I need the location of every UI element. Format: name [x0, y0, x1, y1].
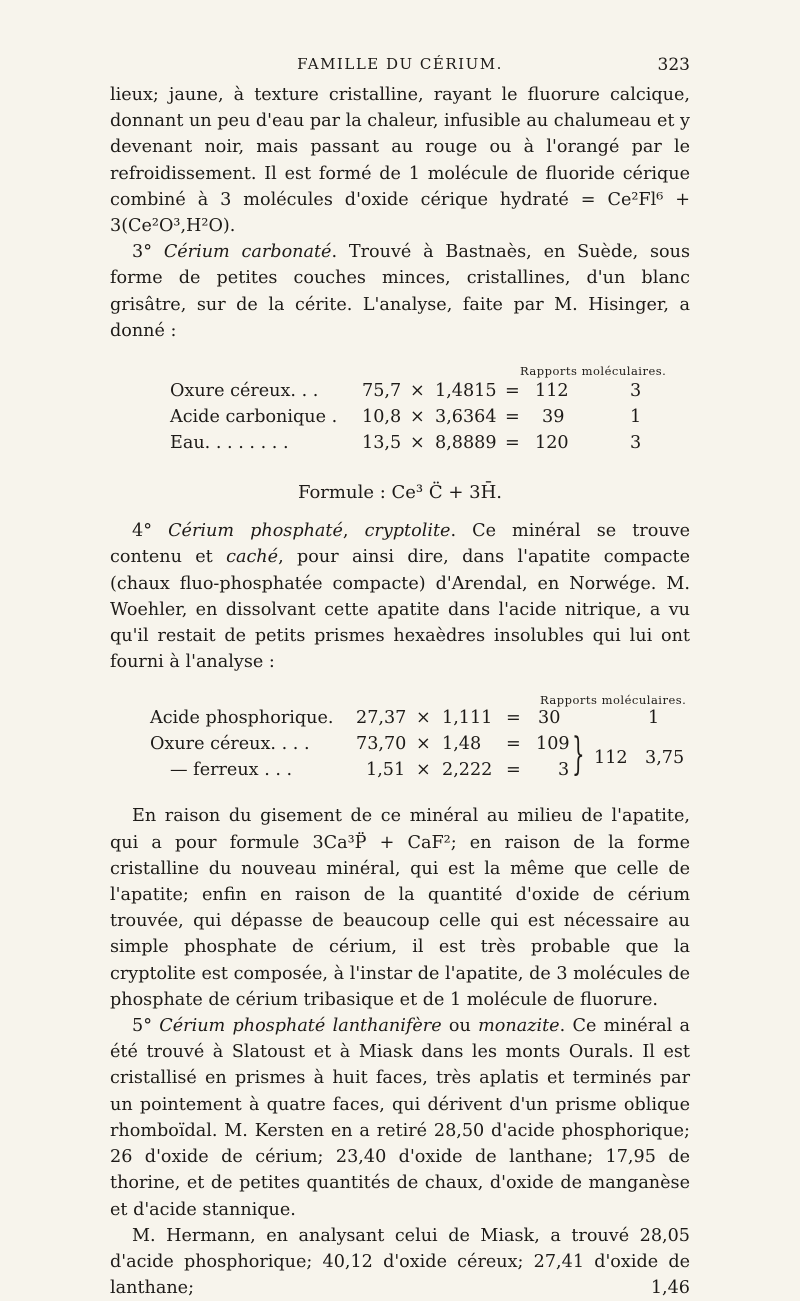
section4-name: Cérium phosphaté: [168, 521, 343, 542]
table1-result: 112: [535, 381, 569, 402]
table-row: [110, 430, 690, 456]
table-row: [110, 705, 690, 731]
brace-icon: }: [572, 729, 585, 781]
paragraph-hermann: M. Hermann, en analysant celui de Miask, a trouvé 28,05 d'acide phosphorique; 40,12 d'oxide céreux; 27,41 d'oxide de lanthane; 1,46: [110, 1225, 690, 1299]
table2-result: 30: [538, 708, 561, 729]
formula-cerium-carbonate: Formule : Ce³ C̈ + 3H̄.: [297, 482, 503, 504]
multiply-sign: ×: [410, 433, 425, 454]
table1-label: Eau. . . . . . . .: [170, 433, 289, 454]
analysis-table-2: [110, 675, 690, 785]
multiply-sign: ×: [416, 708, 431, 729]
table2-result: 109: [536, 734, 570, 755]
multiply-sign: ×: [410, 381, 425, 402]
table2-value: 27,37: [356, 708, 407, 729]
table2-label: Acide phosphorique.: [150, 708, 334, 729]
section4-text2: , pour ainsi dire, dans l'apatite compacte (chaux fluo-phosphatée compacte) d'Arendal, en Norwége. M. Woehler, en dissolvant cette apatite dans l'acide nitrique, a vu qu'il restait de petits prismes hexaèdres insolubles qui lui ont fourni à l'analyse :: [110, 547, 690, 673]
multiply-sign: ×: [410, 407, 425, 428]
section3-text: . Trouvé à Bastnaès, en Suède, sous forme de petites couches minces, cristallines, d'un blanc grisâtre, sur de la cérite. L'analyse, faite par M. Hisinger, a donné :: [110, 242, 690, 341]
table1-factor: 3,6364: [435, 407, 497, 428]
analysis-table-1: [110, 344, 690, 462]
equals-sign: =: [505, 433, 520, 454]
paragraph-intro-text: lieux; jaune, à texture cristalline, rayant le fluorure calcique, donnant un peu d'eau par la chaleur, infusible au chalumeau et y devenant noir, mais passant au rouge ou à l'orangé par le refroidissement. Il est formé de 1 molécule de fluoride cérique combiné à 3 molécules d'oxide cérique hydraté: [110, 85, 690, 210]
table-row: [110, 404, 690, 430]
section5-name: Cérium phosphaté lanthanifère: [159, 1016, 442, 1037]
section5-number: 5°: [132, 1016, 152, 1037]
section3-number: 3°: [132, 242, 152, 263]
section4-number: 4°: [132, 521, 152, 542]
paragraph-gisement: En raison du gisement de ce minéral au milieu de l'apatite, qui a pour formule 3Ca³P̈ + CaF²; en raison de la forme cristalline du nouveau minéral, qui est la même que celle de l'apatite; enfin en raison de la quantité d'oxide de cérium trouvée, qui dépasse de beaucoup celle qui est nécessaire au simple phosphate de cérium, il est très probable que la cryptolite est composée, à l'instar de l'apatite, de 3 molécules de phosphate de cérium tribasique et de 1 molécule de fluorure.: [110, 806, 690, 1010]
table2-brace-sum: 112: [594, 748, 628, 769]
paragraph-cryptolite: [110, 518, 690, 675]
table2-value: 1,51: [366, 760, 406, 781]
table1-value: 13,5: [362, 433, 402, 454]
equals-sign: =: [506, 734, 521, 755]
table1-value: 10,8: [362, 407, 402, 428]
table1-value: 75,7: [362, 381, 402, 402]
section4-alt-name: cryptolite: [364, 521, 451, 542]
equals-sign: =: [505, 381, 520, 402]
table1-factor: 8,8889: [435, 433, 497, 454]
paragraph-intro: [110, 82, 690, 239]
running-header: [110, 55, 690, 79]
table2-factor: 1,111: [442, 708, 493, 729]
running-title: FAMILLE DU CÉRIUM.: [297, 55, 503, 73]
table2-result: 3: [558, 760, 570, 781]
intro-formula: = Ce²Fl⁶ + 3(Ce²O³,H²O).: [110, 189, 690, 237]
paragraph-cerium-carbonate: [110, 239, 690, 344]
table1-ratio: 1: [630, 407, 642, 428]
table1-label: Oxure céreux. . .: [170, 381, 319, 402]
table1-result: 120: [535, 433, 569, 454]
cache-word: caché: [226, 547, 279, 568]
table2-ratio: 1: [648, 708, 660, 729]
section5-text: . Ce minéral a été trouvé à Slatoust et à Miask dans les monts Ourals. Il est cristallisé en prismes à huit faces, très aplatis et terminés par un pointement à quatre faces, qui dérivent d'un prisme oblique rhomboïdal. M. Kersten en a retiré 28,50 d'acide phosphorique; 26 d'oxide de cérium; 23,40 d'oxide de lanthane; 17,95 de thorine, et de petites quantités de chaux, d'oxide de manganèse et d'acide stannique.: [110, 1016, 691, 1220]
table1-result: 39: [542, 407, 565, 428]
section4-text1: . Ce minéral se trouve contenu et: [110, 521, 690, 568]
table1-header: Rapports moléculaires.: [520, 364, 667, 379]
table2-header: Rapports moléculaires.: [540, 693, 687, 708]
paragraph-monazite: [110, 1013, 690, 1223]
section5-ou: ou: [441, 1016, 479, 1037]
table-row: [110, 378, 690, 404]
multiply-sign: ×: [416, 734, 431, 755]
page-number: 323: [657, 55, 690, 75]
section5-alt-name: monazite: [478, 1016, 560, 1037]
equals-sign: =: [505, 407, 520, 428]
table1-factor: 1,4815: [435, 381, 497, 402]
table1-ratio: 3: [630, 433, 642, 454]
table2-factor: 2,222: [442, 760, 493, 781]
table2-brace-ratio: 3,75: [645, 748, 685, 769]
section4-sep: ,: [342, 521, 365, 542]
equals-sign: =: [506, 708, 521, 729]
table1-ratio: 3: [630, 381, 642, 402]
equals-sign: =: [506, 760, 521, 781]
section3-name: Cérium carbonaté: [163, 242, 332, 263]
multiply-sign: ×: [416, 760, 431, 781]
table2-value: 73,70: [356, 734, 407, 755]
table2-label: — ferreux . . .: [170, 760, 293, 781]
page-body: [110, 82, 690, 1301]
table1-label: Acide carbonique .: [170, 407, 338, 428]
table2-factor: 1,48: [442, 734, 482, 755]
table2-label: Oxure céreux. . . .: [150, 734, 310, 755]
